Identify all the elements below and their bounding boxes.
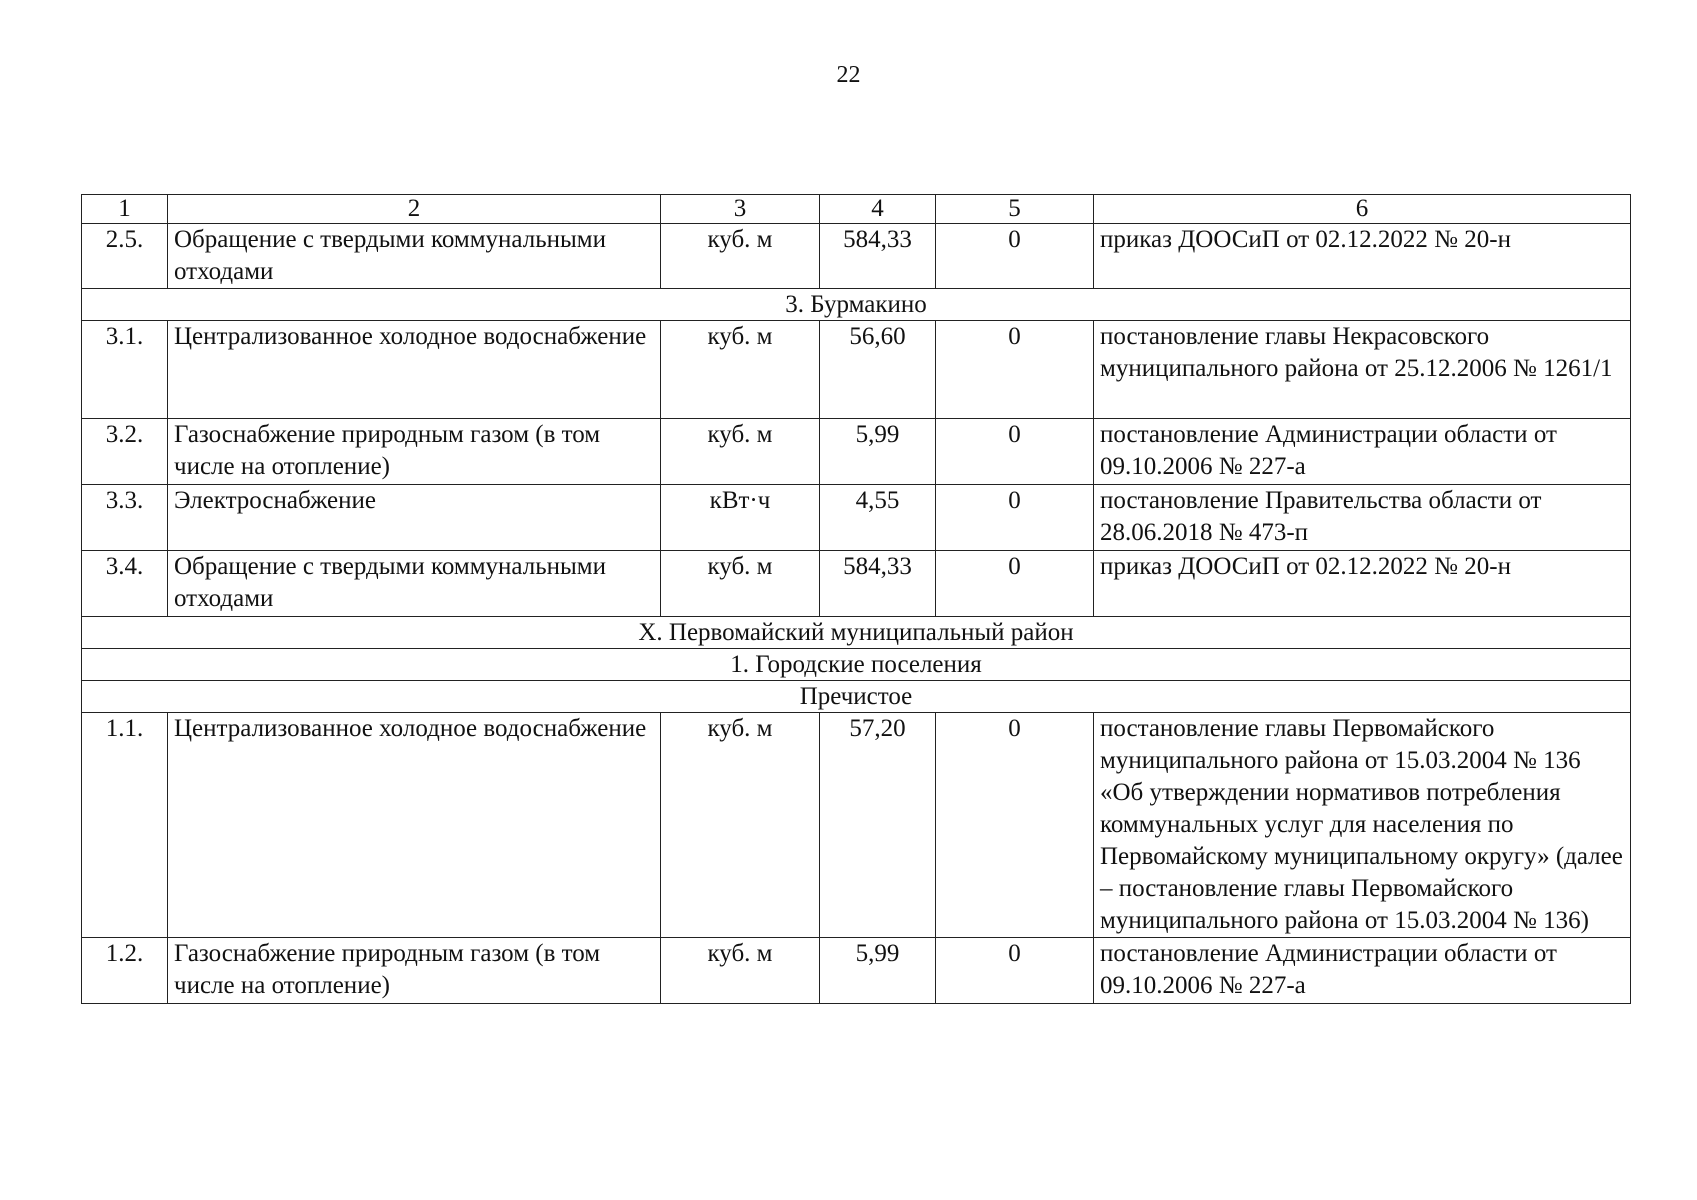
section-row <box>82 649 1631 681</box>
section-heading: 1. Городские поселения <box>82 649 1631 681</box>
table-row <box>82 224 1631 289</box>
norm-value: 4,55 <box>820 485 936 551</box>
norm-value: 5,99 <box>820 419 936 485</box>
header-cell: 1 <box>82 195 168 224</box>
legal-basis: приказ ДООСиП от 02.12.2022 № 20-н <box>1094 224 1631 289</box>
column-5-value: 0 <box>936 485 1094 551</box>
legal-basis: постановление Администрации области от 09.10.2006 № 227-а <box>1094 419 1631 485</box>
legal-basis: постановление главы Первомайского муниципального района от 15.03.2004 № 136 «Об утверждении нормативов потребления коммунальных услуг для населения по Первомайскому муниципальному округу» (далее – постановление главы Первомайского муниципального района от 15.03.2004 № 136) <box>1094 713 1631 938</box>
row-number: 3.2. <box>82 419 168 485</box>
unit: куб. м <box>661 224 820 289</box>
column-5-value: 0 <box>936 224 1094 289</box>
row-number: 3.1. <box>82 321 168 419</box>
table-row <box>82 321 1631 419</box>
page-number: 22 <box>836 62 861 88</box>
table-row <box>82 938 1631 1004</box>
section-heading: X. Первомайский муниципальный район <box>82 617 1631 649</box>
row-number: 3.4. <box>82 551 168 617</box>
section-row <box>82 617 1631 649</box>
table-header-row <box>82 195 1631 224</box>
service-name: Газоснабжение природным газом (в том числе на отопление) <box>168 419 661 485</box>
service-name: Обращение с твердыми коммунальными отходами <box>168 551 661 617</box>
table-row <box>82 485 1631 551</box>
table-row <box>82 419 1631 485</box>
column-5-value: 0 <box>936 551 1094 617</box>
row-number: 1.1. <box>82 713 168 938</box>
unit: кВт·ч <box>661 485 820 551</box>
legal-basis: постановление Правительства области от 28.06.2018 № 473-п <box>1094 485 1631 551</box>
service-name: Централизованное холодное водоснабжение <box>168 713 661 938</box>
header-cell: 3 <box>661 195 820 224</box>
row-number: 2.5. <box>82 224 168 289</box>
section-heading: 3. Бурмакино <box>82 289 1631 321</box>
legal-basis: приказ ДООСиП от 02.12.2022 № 20-н <box>1094 551 1631 617</box>
service-name: Обращение с твердыми коммунальными отходами <box>168 224 661 289</box>
column-5-value: 0 <box>936 938 1094 1004</box>
service-name: Газоснабжение природным газом (в том числе на отопление) <box>168 938 661 1004</box>
norms-table <box>81 194 1631 1004</box>
legal-basis: постановление главы Некрасовского муниципального района от 25.12.2006 № 1261/1 <box>1094 321 1631 419</box>
norm-value: 584,33 <box>820 551 936 617</box>
header-cell: 2 <box>168 195 661 224</box>
table-row <box>82 713 1631 938</box>
service-name: Централизованное холодное водоснабжение <box>168 321 661 419</box>
row-number: 1.2. <box>82 938 168 1004</box>
section-row <box>82 681 1631 713</box>
header-cell: 4 <box>820 195 936 224</box>
unit: куб. м <box>661 713 820 938</box>
header-cell: 5 <box>936 195 1094 224</box>
header-cell: 6 <box>1094 195 1631 224</box>
column-5-value: 0 <box>936 321 1094 419</box>
norm-value: 57,20 <box>820 713 936 938</box>
service-name: Электроснабжение <box>168 485 661 551</box>
unit: куб. м <box>661 419 820 485</box>
norm-value: 584,33 <box>820 224 936 289</box>
legal-basis: постановление Администрации области от 09.10.2006 № 227-а <box>1094 938 1631 1004</box>
unit: куб. м <box>661 938 820 1004</box>
unit: куб. м <box>661 321 820 419</box>
norm-value: 56,60 <box>820 321 936 419</box>
section-heading: Пречистое <box>82 681 1631 713</box>
column-5-value: 0 <box>936 713 1094 938</box>
unit: куб. м <box>661 551 820 617</box>
norm-value: 5,99 <box>820 938 936 1004</box>
table-row <box>82 551 1631 617</box>
section-row <box>82 289 1631 321</box>
column-5-value: 0 <box>936 419 1094 485</box>
row-number: 3.3. <box>82 485 168 551</box>
